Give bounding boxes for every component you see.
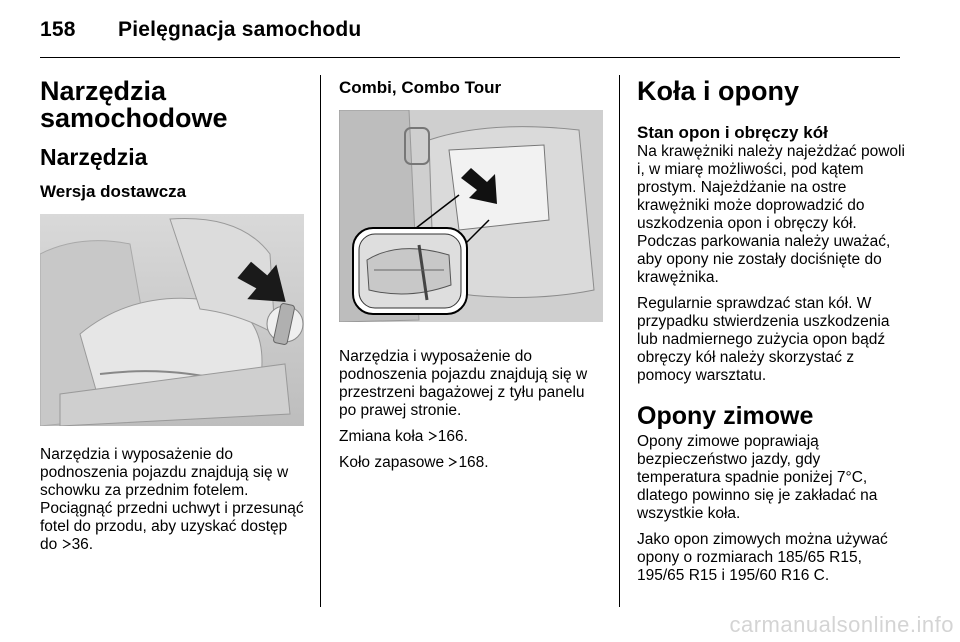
page-header — [40, 18, 361, 42]
chapter-title — [40, 78, 304, 132]
seat-tools-illustration — [40, 214, 304, 426]
page-ref-36[interactable]: 36. — [71, 536, 94, 553]
section-title: Pielęgnacja samochodu — [118, 18, 362, 41]
column-divider-1 — [320, 75, 321, 607]
tyre-condition-p1: Na krawężniki należy najeżdżać powoli i, w miarę możliwości, pod kątem prostym. Najeżdżanie na ostre krawężniki może doprowadzić do uszkodzenia opon i obręczy kół. Podczas parkowania należy uważać, aby opony nie zostały dociśnięte do krawężnika. — [637, 143, 905, 286]
page-ref-168[interactable]: 168. — [458, 454, 489, 471]
section-subtitle: Narzędzia — [40, 144, 148, 170]
page-ref-icon — [428, 428, 438, 446]
page-number: 158 — [40, 18, 76, 41]
van-tools-paragraph — [40, 446, 304, 554]
page-ref-icon — [62, 536, 72, 554]
van-tools-text: Narzędzia i wyposażenie do podnoszenia pojazdu znajdują się w schowku za przednim fotelem. Pociągnąć przedni uchwyt i przesunąć fotel do przodu, aby uzyskać dostęp do — [40, 446, 304, 553]
wheel-change-label: Zmiana koła — [339, 428, 424, 445]
winter-tyres-heading: Opony zimowe — [637, 402, 814, 430]
wheels-tyres-title: Koła i opony — [637, 76, 799, 106]
wheel-change-ref — [339, 428, 603, 446]
chapter-title-line1: Narzędzia — [40, 76, 167, 106]
cargo-panel-illustration — [339, 110, 603, 322]
tyre-condition-heading: Stan opon i obręczy kół — [637, 123, 828, 142]
winter-tyres-p2: Jako opon zimowych można używać opony o rozmiarach 185/65 R15, 195/65 R15 i 195/60 R16 C. — [637, 531, 888, 584]
column-middle — [339, 74, 603, 478]
watermark: carmanualsonline.info — [729, 612, 954, 637]
tyre-condition-p2: Regularnie sprawdzać stan kół. W przypadku stwierdzenia uszkodzenia lub nadmiernego zużycia opon bądź obręczy kół należy skorzystać z pomocy warsztatu. — [637, 295, 890, 384]
page-ref-166[interactable]: 166. — [437, 428, 468, 445]
spare-wheel-label: Koło zapasowe — [339, 454, 445, 471]
combi-heading: Combi, Combo Tour — [339, 78, 502, 97]
spare-wheel-ref — [339, 454, 603, 472]
column-divider-2 — [619, 75, 620, 607]
column-right — [637, 74, 905, 591]
chapter-title-line2: samochodowe — [40, 103, 228, 133]
header-rule — [40, 57, 900, 58]
winter-tyres-p1: Opony zimowe poprawiają bezpieczeństwo jazdy, gdy temperatura spadnie poniżej 7°C, dlatego powinno się je zakładać na wszystkie koła. — [637, 433, 878, 522]
combi-tools-paragraph: Narzędzia i wyposażenie do podnoszenia pojazdu znajdują się w przestrzeni bagażowej z tyłu panelu po prawej stronie. — [339, 348, 588, 419]
page-ref-icon — [448, 454, 458, 472]
column-left — [40, 74, 304, 560]
variant-heading: Wersja dostawcza — [40, 182, 187, 201]
